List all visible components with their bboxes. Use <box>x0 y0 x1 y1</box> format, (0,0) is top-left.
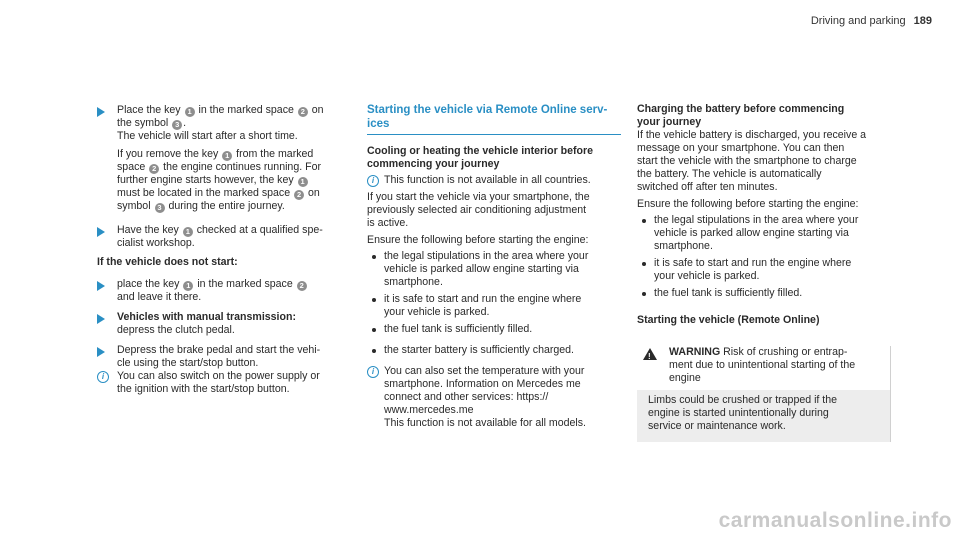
marker-1-icon: 1 <box>298 177 308 187</box>
marker-1-icon: 1 <box>183 281 193 291</box>
bullet-icon <box>372 298 376 302</box>
line: commencing your journey <box>367 158 500 170</box>
text: in the marked space <box>194 278 296 290</box>
text: during the entire journey. <box>165 200 285 212</box>
text: Have the key <box>117 224 182 236</box>
step-arrow-icon <box>97 281 105 291</box>
marker-2-icon: 2 <box>298 107 308 117</box>
page-number: 189 <box>913 15 932 27</box>
step-arrow-icon <box>97 347 105 357</box>
warning-icon <box>643 348 657 360</box>
bullet-icon <box>642 219 646 223</box>
text: symbol <box>117 200 154 212</box>
paragraph: Ensure the following before starting the engine: <box>367 234 589 246</box>
step-depress-brake: Depress the brake pedal and start the vehi- <box>117 344 321 356</box>
info-icon: i <box>97 371 109 383</box>
marker-2-icon: 2 <box>297 281 307 291</box>
line: The vehicle will start after a short time. <box>117 130 298 142</box>
line: smartphone. <box>654 240 713 252</box>
list-item: the legal stipulations in the area where your <box>384 250 589 262</box>
line: engine is started unintentionally during <box>648 407 829 419</box>
list-item: the fuel tank is sufficiently filled. <box>384 323 533 335</box>
marker-2-icon: 2 <box>149 164 159 174</box>
line: your journey <box>637 116 702 128</box>
line: vehicle is parked allow engine starting via <box>384 263 579 275</box>
watermark-logo: carmanualsonline.info <box>718 509 952 532</box>
warning-line <box>669 346 847 359</box>
bullet-icon <box>372 349 376 353</box>
marker-3-icon: 3 <box>172 120 182 130</box>
info-text: This function is not available in all countries. <box>384 174 591 186</box>
list-item: the legal stipulations in the area where your <box>654 214 859 226</box>
bullet-icon <box>642 262 646 266</box>
line: start the vehicle with the smartphone to charge <box>637 155 857 167</box>
warning-label: WARNING <box>669 346 721 358</box>
line: the ignition with the start/stop button. <box>117 383 290 395</box>
line: cialist workshop. <box>117 237 195 249</box>
line: depress the clutch pedal. <box>117 324 235 336</box>
line: ment due to unintentional starting of the <box>669 359 856 371</box>
line <box>117 117 186 130</box>
text: in the marked space <box>195 104 297 116</box>
step-arrow-icon <box>97 314 105 324</box>
manual-transmission-label: Vehicles with manual transmission: <box>117 311 296 323</box>
step-arrow-icon <box>97 227 105 237</box>
info-text: You can also switch on the power supply or <box>117 370 320 382</box>
subheading-starting: Starting the vehicle (Remote Online) <box>637 314 820 326</box>
heading-not-start: If the vehicle does not start: <box>97 256 238 268</box>
marker-1-icon: 1 <box>222 151 232 161</box>
line: Limbs could be crushed or trapped if the <box>648 394 838 406</box>
list-item: the fuel tank is sufficiently filled. <box>654 287 803 299</box>
marker-1-icon: 1 <box>183 227 193 237</box>
line: your vehicle is parked. <box>654 270 760 282</box>
line: previously selected air conditioning adjustment <box>367 204 587 216</box>
paragraph: Ensure the following before starting the engine: <box>637 198 859 210</box>
marker-2-icon: 2 <box>294 190 304 200</box>
bullet-icon <box>372 255 376 259</box>
line: This function is not available for all models. <box>384 417 586 429</box>
step-arrow-icon <box>97 107 105 117</box>
paragraph: If you start the vehicle via your smartphone, the <box>367 191 590 203</box>
warning-box <box>637 346 891 442</box>
step-place-key-marked <box>117 278 308 291</box>
text: the engine continues running. For <box>160 161 321 173</box>
link-text: www.mercedes.me <box>384 404 474 416</box>
text: Place the key <box>117 104 184 116</box>
marker-1-icon: 1 <box>185 107 195 117</box>
marker-3-icon: 3 <box>155 203 165 213</box>
text: Risk of crushing or entrap- <box>720 346 848 358</box>
step-have-key-checked <box>117 224 323 237</box>
text: . <box>183 117 187 129</box>
text: the symbol <box>117 117 172 129</box>
list-item: the starter battery is sufficiently charged. <box>384 344 574 356</box>
subheading-cooling: Cooling or heating the vehicle interior before <box>367 145 594 157</box>
page-header <box>811 15 932 28</box>
line: connect and other services: https:// <box>384 391 549 403</box>
paragraph: If the vehicle battery is discharged, you receive a <box>637 129 867 141</box>
text: on <box>305 187 320 199</box>
text: further engine starts however, the key <box>117 174 297 186</box>
line <box>117 200 285 213</box>
bullet-icon <box>372 328 376 332</box>
line: is active. <box>367 217 409 229</box>
info-icon: i <box>367 175 379 187</box>
text: place the key <box>117 278 183 290</box>
info-icon: i <box>367 366 379 378</box>
list-item: it is safe to start and run the engine where <box>654 257 852 269</box>
list-item: it is safe to start and run the engine where <box>384 293 582 305</box>
section-title: Driving and parking <box>810 15 906 27</box>
subheading-charging: Charging the battery before commencing <box>637 103 845 115</box>
line <box>117 161 321 174</box>
line: engine <box>669 372 701 384</box>
line <box>117 187 320 200</box>
text: If you remove the key <box>117 148 222 160</box>
text: space <box>117 161 149 173</box>
line: ices <box>367 118 390 130</box>
bullet-icon <box>642 292 646 296</box>
step-place-key <box>117 104 324 117</box>
line: vehicle is parked allow engine starting via <box>654 227 849 239</box>
text: must be located in the marked space <box>117 187 294 199</box>
line: and leave it there. <box>117 291 202 303</box>
line: switched off after ten minutes. <box>637 181 778 193</box>
line: message on your smartphone. You can then <box>637 142 845 154</box>
info-text: You can also set the temperature with your <box>384 365 585 377</box>
line: service or maintenance work. <box>648 420 786 432</box>
title-underline <box>367 134 621 135</box>
line <box>117 174 309 187</box>
line: the battery. The vehicle is automatically <box>637 168 822 180</box>
warning-body <box>637 390 890 442</box>
line: smartphone. Information on Mercedes me <box>384 378 581 390</box>
section-title-remote: Starting the vehicle via Remote Online serv- <box>367 104 608 116</box>
text: from the marked <box>233 148 314 160</box>
line: smartphone. <box>384 276 443 288</box>
line: cle using the start/stop button. <box>117 357 259 369</box>
text: checked at a qualified spe- <box>193 224 323 236</box>
line <box>117 148 313 161</box>
text: on <box>308 104 324 116</box>
line: your vehicle is parked. <box>384 306 490 318</box>
